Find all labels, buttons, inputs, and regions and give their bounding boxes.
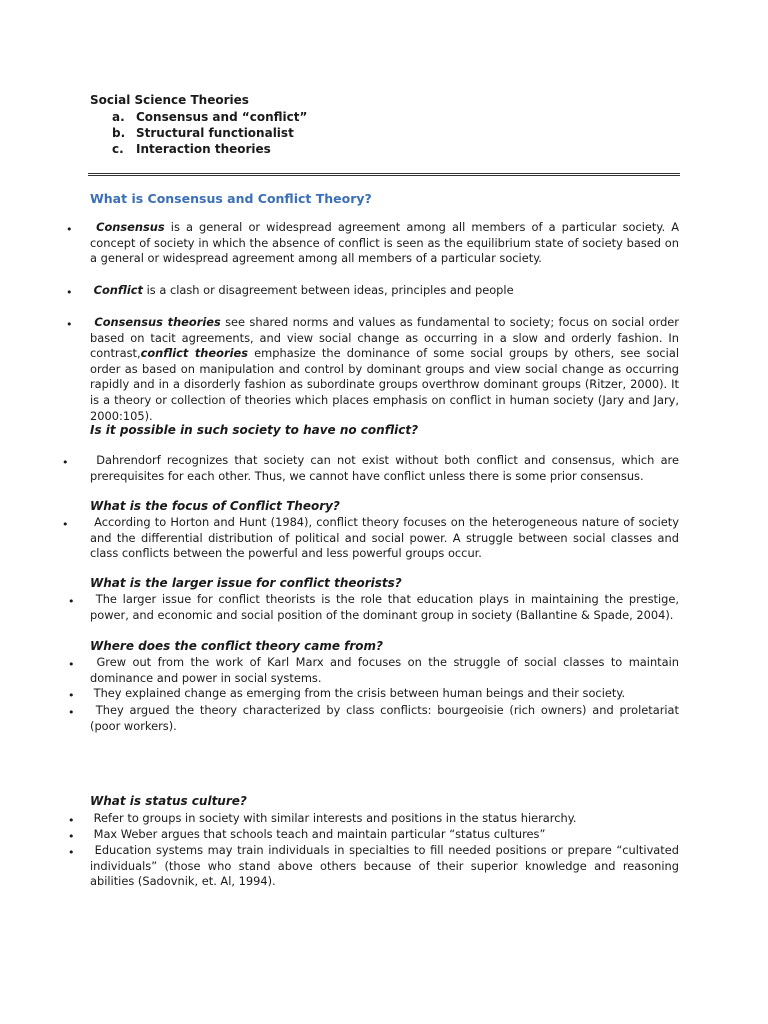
bullet-marker: • [62,456,69,469]
question-heading: What is status culture? [90,794,247,808]
topic-item: c. Interaction theories [112,142,271,156]
status-paragraph-1: Refer to groups in society with similar interests and positions in the status hierarchy. [93,811,577,825]
conflict-definition: Conflict is a clash or disagreement between ideas, principles and people [93,283,514,297]
origin-paragraph-1: Grew out from the work of Karl Marx and focuses on the struggle of social classes to maintain dominance and power in social systems. [90,655,679,685]
document-title: Social Science Theories [90,93,249,107]
topic-item: a. Consensus and “conflict” [112,110,308,124]
larger-issue-paragraph: The larger issue for conflict theorists is the role that education plays in maintaining the prestige, power, and economic and social position of the dominant group in society (Ballantine & Spade, 2004). [90,592,679,622]
question-heading: What is the focus of Conflict Theory? [90,499,340,513]
section-heading: What is Consensus and Conflict Theory? [90,191,372,206]
section-divider [88,173,680,176]
origin-paragraph-3: They argued the theory characterized by class conflicts: bourgeoisie (rich owners) and proletariat (poor workers). [90,703,679,733]
question-heading: Where does the conflict theory came from? [90,639,383,653]
status-paragraph-2: Max Weber argues that schools teach and maintain particular “status cultures” [93,827,546,841]
bullet-marker: • [68,689,75,702]
topic-list [112,109,307,157]
origin-paragraph-2: They explained change as emerging from the crisis between human beings and their society. [93,686,626,700]
bullet-marker: • [68,595,75,608]
bullet-marker: • [68,706,75,719]
bullet-marker: • [66,318,73,331]
question-heading: Is it possible in such society to have no conflict? [90,423,419,437]
topic-item: b. Structural functionalist [112,126,294,140]
focus-paragraph: According to Horton and Hunt (1984), conflict theory focuses on the heterogeneous nature of society and the differential distribution of political and social power. A struggle between social classes and class conflicts between the powerful and less powerful groups occur. [90,515,679,561]
bullet-marker: • [68,658,75,671]
question-heading: What is the larger issue for conflict theorists? [90,576,402,590]
bullet-marker: • [68,846,75,859]
theories-paragraph: Consensus theories see shared norms and values as fundamental to society; focus on social order based on tacit agreements, and view social change as occurring in a slow and orderly fashion. In contrast,conflict theories emphasize the dominance of some social groups by others, see social order as based on manipulation and control by dominant groups and view social change as occurring rapidly and in a disorderly fashion as subordinate groups overthrow dominant groups (Ritzer, 2000). It is a theory or collection of theories which places emphasis on conflict in human society (Jary and Jary, 2000:105). [90,315,679,423]
bullet-marker: • [68,814,75,827]
dahrendorf-paragraph: Dahrendorf recognizes that society can not exist without both conflict and consensus, which are prerequisites for each other. Thus, we cannot have conflict unless there is some prior consensus. [90,453,679,483]
bullet-marker: • [62,518,69,531]
status-paragraph-3: Education systems may train individuals in specialties to fill needed positions or prepare “cultivated individuals” (those who stand above others because of their superior knowledge and reasoning abilities (Sadovnik, et. Al, 1994). [90,843,679,889]
bullet-marker: • [68,830,75,843]
bullet-marker: • [66,223,73,236]
bullet-marker: • [66,286,73,299]
consensus-definition: Consensus is a general or widespread agreement among all members of a particular society. A concept of society in which the absence of conflict is seen as the equilibrium state of society based on a general or widespread agreement among all members of a particular society. [90,220,680,266]
